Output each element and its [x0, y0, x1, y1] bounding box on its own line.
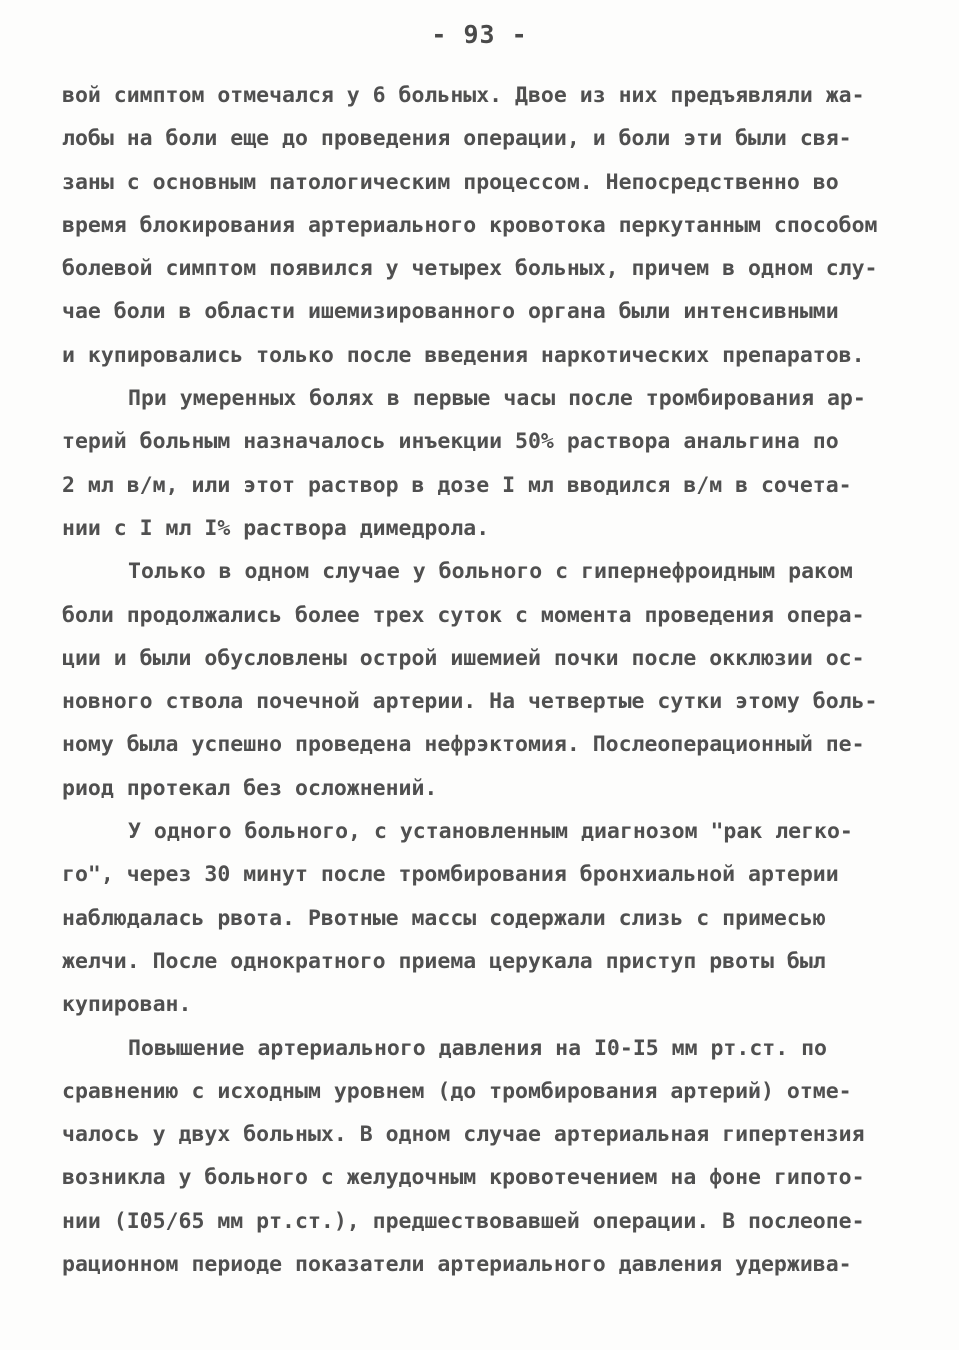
text-line: ции и были обусловлены острой ишемией почки после окклюзии ос-	[62, 645, 865, 671]
text-line: заны с основным патологическим процессом. Непосредственно во	[62, 169, 839, 195]
text-line: рационном периоде показатели артериального давления удержива-	[62, 1252, 852, 1278]
page-number: - 93 -	[431, 20, 528, 49]
text-line: У одного больного, с установленным диагнозом "рак легко-	[128, 819, 853, 845]
text-line: наблюдалась рвота. Рвотные массы содержали слизь с примесью	[62, 905, 826, 931]
text-line: чалось у двух больных. В одном случае артериальная гипертензия	[62, 1122, 865, 1148]
text-line: чае боли в области ишемизированного органа были интенсивными	[62, 299, 839, 325]
paragraph-2	[62, 377, 904, 550]
text-line: Только в одном случае у больного с гипернефроидным раком	[128, 559, 853, 585]
paragraph-4	[62, 810, 904, 1026]
text-line: нии с I мл I% раствора димедрола.	[62, 515, 490, 541]
text-line: возникла у больного с желудочным кровотечением на фоне гипото-	[62, 1165, 865, 1191]
text-line: новного ствола почечной артерии. На четвертые сутки этому боль-	[62, 689, 878, 715]
text-line: и купировались только после введения наркотических препаратов.	[62, 342, 865, 368]
paragraph-3	[62, 550, 904, 810]
text-line: При умеренных болях в первые часы после тромбирования ар-	[128, 386, 866, 412]
paragraph-1	[62, 74, 904, 377]
text-line: сравнению с исходным уровнем (до тромбирования артерий) отме-	[62, 1078, 852, 1104]
text-line: боли продолжались более трех суток с момента проведения опера-	[62, 602, 865, 628]
body-text	[62, 74, 904, 1286]
paragraph-5	[62, 1027, 904, 1287]
text-line: лобы на боли еще до проведения операции, и боли эти были свя-	[62, 126, 852, 152]
text-line: купирован.	[62, 992, 192, 1018]
text-line: го", через 30 минут после тромбирования бронхиальной артерии	[62, 862, 839, 888]
text-line: 2 мл в/м, или этот раствор в дозе I мл вводился в/м в сочета-	[62, 472, 852, 498]
text-line: вой симптом отмечался у 6 больных. Двое из них предъявляли жа-	[62, 83, 865, 108]
text-line: время блокирования артериального кровотока перкутанным способом	[62, 212, 878, 238]
text-line: риод протекал без осложнений.	[62, 775, 438, 801]
text-line: желчи. После однократного приема церукала приступ рвоты был	[62, 948, 826, 974]
text-line: Повышение артериального давления на I0-I5 мм рт.ст. по	[128, 1035, 827, 1061]
text-line: нии (I05/65 мм рт.ст.), предшествовавшей операции. В послеопе-	[62, 1208, 865, 1234]
text-line: терий больным назначалось инъекции 50% раствора анальгина по	[62, 429, 839, 455]
text-line: ному была успешно проведена нефрэктомия. Послеоперационный пе-	[62, 732, 865, 758]
text-line: болевой симптом появился у четырех больных, причем в одном слу-	[62, 256, 878, 282]
